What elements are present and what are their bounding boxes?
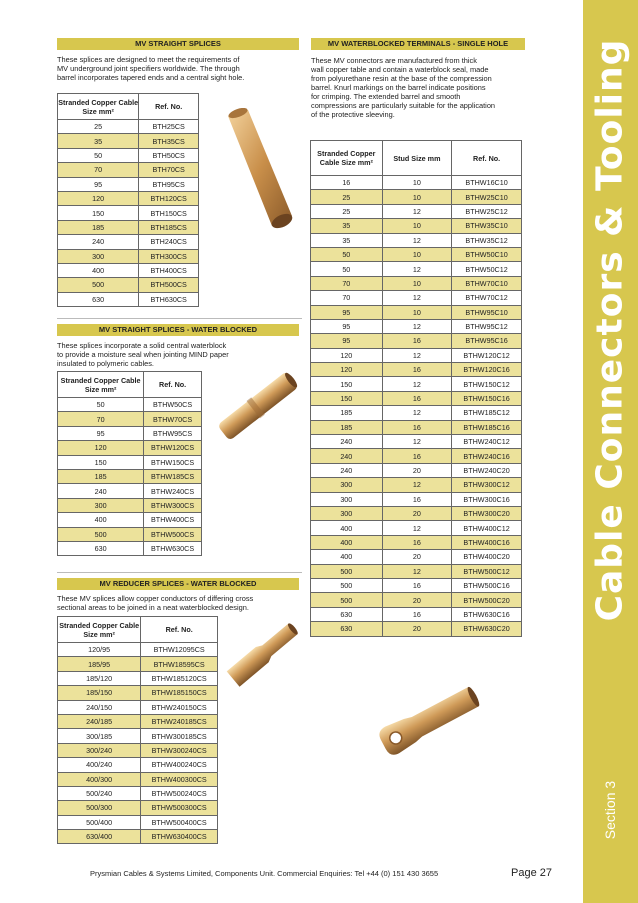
table-cell: 120 <box>311 348 383 362</box>
table-cell: 10 <box>382 190 452 204</box>
straight-splices-title: MV STRAIGHT SPLICES <box>57 38 299 50</box>
table-cell: 300 <box>58 249 139 263</box>
table-header: Stranded Copper Cable Size mm² <box>311 141 383 176</box>
waterblocked-splices-table <box>57 371 202 556</box>
table-cell: 35 <box>58 134 139 148</box>
table-cell: BTHW70CS <box>144 412 202 426</box>
table-cell: 16 <box>382 420 452 434</box>
table-cell: 50 <box>58 398 144 412</box>
table-cell: 12 <box>382 406 452 420</box>
table-cell: BTHW240CS <box>144 484 202 498</box>
table-cell: 10 <box>382 219 452 233</box>
table-cell: 400 <box>58 263 139 277</box>
table-header: Stud Size mm <box>382 141 452 176</box>
table-cell: BTHW500C16 <box>452 578 522 592</box>
table-cell: 25 <box>311 204 383 218</box>
table-cell: 400 <box>311 550 383 564</box>
section-number: Section 3 <box>602 780 618 840</box>
table-cell: BTHW185CS <box>144 469 202 483</box>
table-header: Stranded Copper Cable Size mm² <box>58 617 141 643</box>
table-cell: 400 <box>58 513 144 527</box>
table-cell: 150 <box>311 377 383 391</box>
table-cell: 500/300 <box>58 801 141 815</box>
table-cell: BTHW300C16 <box>452 492 522 506</box>
table-cell: BTHW300C12 <box>452 478 522 492</box>
straight-splice-image <box>214 108 300 238</box>
table-header: Stranded Copper Cable Size mm² <box>58 372 144 398</box>
table-cell: 35 <box>311 233 383 247</box>
table-cell: 185 <box>58 469 144 483</box>
table-cell: BTHW70C12 <box>452 291 522 305</box>
table-cell: BTHW400CS <box>144 513 202 527</box>
waterblocked-splice-image <box>212 370 304 442</box>
table-cell: BTHW240150CS <box>141 700 218 714</box>
table-cell: 150 <box>58 455 144 469</box>
table-cell: BTHW500300CS <box>141 801 218 815</box>
table-cell: 500/240 <box>58 786 141 800</box>
table-cell: 500 <box>311 564 383 578</box>
table-cell: 500 <box>311 578 383 592</box>
table-cell: BTHW95CS <box>144 426 202 440</box>
table-header: Ref. No. <box>144 372 202 398</box>
table-cell: 120 <box>58 441 144 455</box>
table-cell: 12 <box>382 521 452 535</box>
table-cell: BTH70CS <box>139 163 199 177</box>
table-cell: 16 <box>382 492 452 506</box>
table-cell: BTHW150C16 <box>452 391 522 405</box>
table-cell: BTHW12095CS <box>141 643 218 657</box>
table-cell: 630/400 <box>58 830 141 844</box>
table-cell: 16 <box>382 363 452 377</box>
table-cell: BTH25CS <box>139 120 199 134</box>
table-cell: 240 <box>58 484 144 498</box>
table-cell: 16 <box>382 449 452 463</box>
table-cell: 70 <box>311 276 383 290</box>
table-cell: BTHW16C10 <box>452 176 522 190</box>
table-cell: 95 <box>311 305 383 319</box>
table-cell: 185 <box>58 220 139 234</box>
table-header: Ref. No. <box>139 94 199 120</box>
table-cell: BTHW240185CS <box>141 714 218 728</box>
table-cell: 120 <box>58 191 139 205</box>
table-cell: BTHW120C12 <box>452 348 522 362</box>
table-cell: 120/95 <box>58 643 141 657</box>
table-cell: BTHW400C12 <box>452 521 522 535</box>
table-cell: 400/240 <box>58 758 141 772</box>
table-cell: 150 <box>311 391 383 405</box>
table-cell: 16 <box>382 391 452 405</box>
table-cell: 185/95 <box>58 657 141 671</box>
table-cell: BTHW185120CS <box>141 671 218 685</box>
reducer-splices-description: These MV splices allow copper conductors of differing cross sectional areas to be joined in a neat waterblocked design. <box>57 594 254 612</box>
table-cell: 16 <box>382 535 452 549</box>
table-cell: BTH50CS <box>139 148 199 162</box>
table-cell: 240 <box>311 449 383 463</box>
table-cell: BTHW300240CS <box>141 743 218 757</box>
terminals-table <box>310 140 522 637</box>
table-cell: BTHW240C20 <box>452 463 522 477</box>
table-cell: BTHW240C16 <box>452 449 522 463</box>
table-cell: 20 <box>382 550 452 564</box>
table-cell: BTHW120CS <box>144 441 202 455</box>
table-cell: BTHW500CS <box>144 527 202 541</box>
table-cell: 12 <box>382 478 452 492</box>
table-cell: 300/240 <box>58 743 141 757</box>
table-cell: 630 <box>58 541 144 555</box>
waterblocked-splices-description: These splices incorporate a solid central waterblock to provide a moisture seal when jointing MIND paper insulated to polymeric cables. <box>57 341 229 368</box>
table-cell: BTHW500C12 <box>452 564 522 578</box>
table-cell: BTHW25C10 <box>452 190 522 204</box>
table-cell: BTHW35C10 <box>452 219 522 233</box>
table-cell: 20 <box>382 463 452 477</box>
table-cell: 12 <box>382 319 452 333</box>
table-cell: 16 <box>382 334 452 348</box>
table-cell: 70 <box>311 291 383 305</box>
table-cell: 50 <box>58 148 139 162</box>
table-cell: BTHW630C20 <box>452 622 522 636</box>
table-cell: 95 <box>58 426 144 440</box>
table-cell: 120 <box>311 363 383 377</box>
table-cell: 10 <box>382 276 452 290</box>
table-cell: BTHW240C12 <box>452 435 522 449</box>
table-cell: 300 <box>58 498 144 512</box>
table-cell: 10 <box>382 247 452 261</box>
divider <box>57 318 302 319</box>
table-cell: BTH500CS <box>139 278 199 292</box>
table-cell: 185/150 <box>58 686 141 700</box>
table-cell: BTHW630400CS <box>141 830 218 844</box>
table-cell: BTHW185150CS <box>141 686 218 700</box>
section-title: Cable Connectors & Tooling <box>589 38 631 622</box>
table-cell: 400 <box>311 521 383 535</box>
table-cell: BTH400CS <box>139 263 199 277</box>
table-cell: 12 <box>382 262 452 276</box>
table-cell: BTHW95C10 <box>452 305 522 319</box>
table-cell: 25 <box>311 190 383 204</box>
table-cell: BTH300CS <box>139 249 199 263</box>
straight-splices-description: These splices are designed to meet the requirements of MV underground joint specifiers worldwide. The through barrel incorporates tapered ends and a central sight hole. <box>57 55 245 82</box>
table-cell: BTHW300CS <box>144 498 202 512</box>
table-cell: 95 <box>311 319 383 333</box>
table-cell: 10 <box>382 305 452 319</box>
table-cell: BTHW18595CS <box>141 657 218 671</box>
table-cell: 25 <box>58 120 139 134</box>
table-cell: BTHW400C16 <box>452 535 522 549</box>
table-cell: 500/400 <box>58 815 141 829</box>
table-cell: 16 <box>311 176 383 190</box>
table-cell: BTHW300185CS <box>141 729 218 743</box>
table-cell: 240/185 <box>58 714 141 728</box>
table-header: Ref. No. <box>141 617 218 643</box>
table-cell: 630 <box>311 622 383 636</box>
table-cell: BTHW630CS <box>144 541 202 555</box>
table-cell: BTHW150C12 <box>452 377 522 391</box>
table-cell: BTHW50CS <box>144 398 202 412</box>
table-cell: 300/185 <box>58 729 141 743</box>
table-cell: BTHW500240CS <box>141 786 218 800</box>
table-cell: 50 <box>311 262 383 276</box>
table-cell: 95 <box>58 177 139 191</box>
reducer-splices-title: MV REDUCER SPLICES - WATER BLOCKED <box>57 578 299 590</box>
table-cell: 50 <box>311 247 383 261</box>
table-cell: BTH185CS <box>139 220 199 234</box>
table-cell: 300 <box>311 506 383 520</box>
table-cell: BTHW400240CS <box>141 758 218 772</box>
table-cell: BTHW400C20 <box>452 550 522 564</box>
table-cell: 10 <box>382 176 452 190</box>
table-cell: BTHW630C16 <box>452 607 522 621</box>
waterblocked-splices-title: MV STRAIGHT SPLICES - WATER BLOCKED <box>57 324 299 336</box>
table-cell: BTHW185C12 <box>452 406 522 420</box>
table-cell: BTHW50C12 <box>452 262 522 276</box>
table-header: Stranded Copper Cable Size mm² <box>58 94 139 120</box>
table-cell: 300 <box>311 492 383 506</box>
terminals-description: These MV connectors are manufactured from thick wall copper table and contain a waterblock seal, made from polyurethane resin at the base of the compression barrel. Knurl markings on the barrel indicate positions for crimping. The extended barrel and smooth compressions are particularly suitable for the application of the protective sleeving. <box>311 56 496 119</box>
terminals-title: MV WATERBLOCKED TERMINALS - SINGLE HOLE <box>311 38 525 50</box>
table-cell: 20 <box>382 622 452 636</box>
table-cell: 400/300 <box>58 772 141 786</box>
table-cell: 12 <box>382 204 452 218</box>
table-cell: BTHW300C20 <box>452 506 522 520</box>
table-cell: BTH95CS <box>139 177 199 191</box>
table-cell: 185/120 <box>58 671 141 685</box>
table-cell: 12 <box>382 348 452 362</box>
table-cell: 185 <box>311 406 383 420</box>
table-cell: BTHW120C16 <box>452 363 522 377</box>
table-cell: 16 <box>382 607 452 621</box>
table-cell: BTHW95C12 <box>452 319 522 333</box>
table-cell: 12 <box>382 377 452 391</box>
table-cell: BTH35CS <box>139 134 199 148</box>
table-cell: BTHW95C16 <box>452 334 522 348</box>
table-cell: BTHW50C10 <box>452 247 522 261</box>
table-cell: BTHW400300CS <box>141 772 218 786</box>
divider <box>57 572 302 573</box>
table-cell: 400 <box>311 535 383 549</box>
table-cell: 150 <box>58 206 139 220</box>
table-cell: 95 <box>311 334 383 348</box>
table-cell: 35 <box>311 219 383 233</box>
table-cell: BTH120CS <box>139 191 199 205</box>
table-cell: 240 <box>311 463 383 477</box>
table-cell: 240 <box>58 235 139 249</box>
table-cell: 630 <box>311 607 383 621</box>
table-cell: 20 <box>382 506 452 520</box>
table-cell: BTH630CS <box>139 292 199 306</box>
straight-splices-table <box>57 93 199 307</box>
table-cell: BTHW25C12 <box>452 204 522 218</box>
table-cell: 12 <box>382 435 452 449</box>
terminal-lug-image <box>372 686 492 756</box>
table-cell: 12 <box>382 291 452 305</box>
table-cell: 500 <box>58 278 139 292</box>
table-cell: 70 <box>58 163 139 177</box>
table-cell: 12 <box>382 564 452 578</box>
reducer-splice-image <box>222 614 304 694</box>
footer-text: Prysmian Cables & Systems Limited, Components Unit. Commercial Enquiries: Tel +44 (0) 151 430 3655 <box>90 869 439 878</box>
table-cell: 500 <box>58 527 144 541</box>
table-cell: 240/150 <box>58 700 141 714</box>
table-cell: 12 <box>382 233 452 247</box>
table-cell: BTHW70C10 <box>452 276 522 290</box>
table-cell: 16 <box>382 578 452 592</box>
table-cell: BTHW500C20 <box>452 593 522 607</box>
table-cell: 500 <box>311 593 383 607</box>
table-cell: 240 <box>311 435 383 449</box>
table-cell: 185 <box>311 420 383 434</box>
table-cell: BTHW500400CS <box>141 815 218 829</box>
table-header: Ref. No. <box>452 141 522 176</box>
reducer-splices-table <box>57 616 218 844</box>
table-cell: BTHW35C12 <box>452 233 522 247</box>
table-cell: 70 <box>58 412 144 426</box>
table-cell: 300 <box>311 478 383 492</box>
table-cell: BTH240CS <box>139 235 199 249</box>
table-cell: 630 <box>58 292 139 306</box>
table-cell: BTHW150CS <box>144 455 202 469</box>
table-cell: BTH150CS <box>139 206 199 220</box>
table-cell: BTHW185C16 <box>452 420 522 434</box>
page-number: Page 27 <box>511 867 552 879</box>
table-cell: 20 <box>382 593 452 607</box>
